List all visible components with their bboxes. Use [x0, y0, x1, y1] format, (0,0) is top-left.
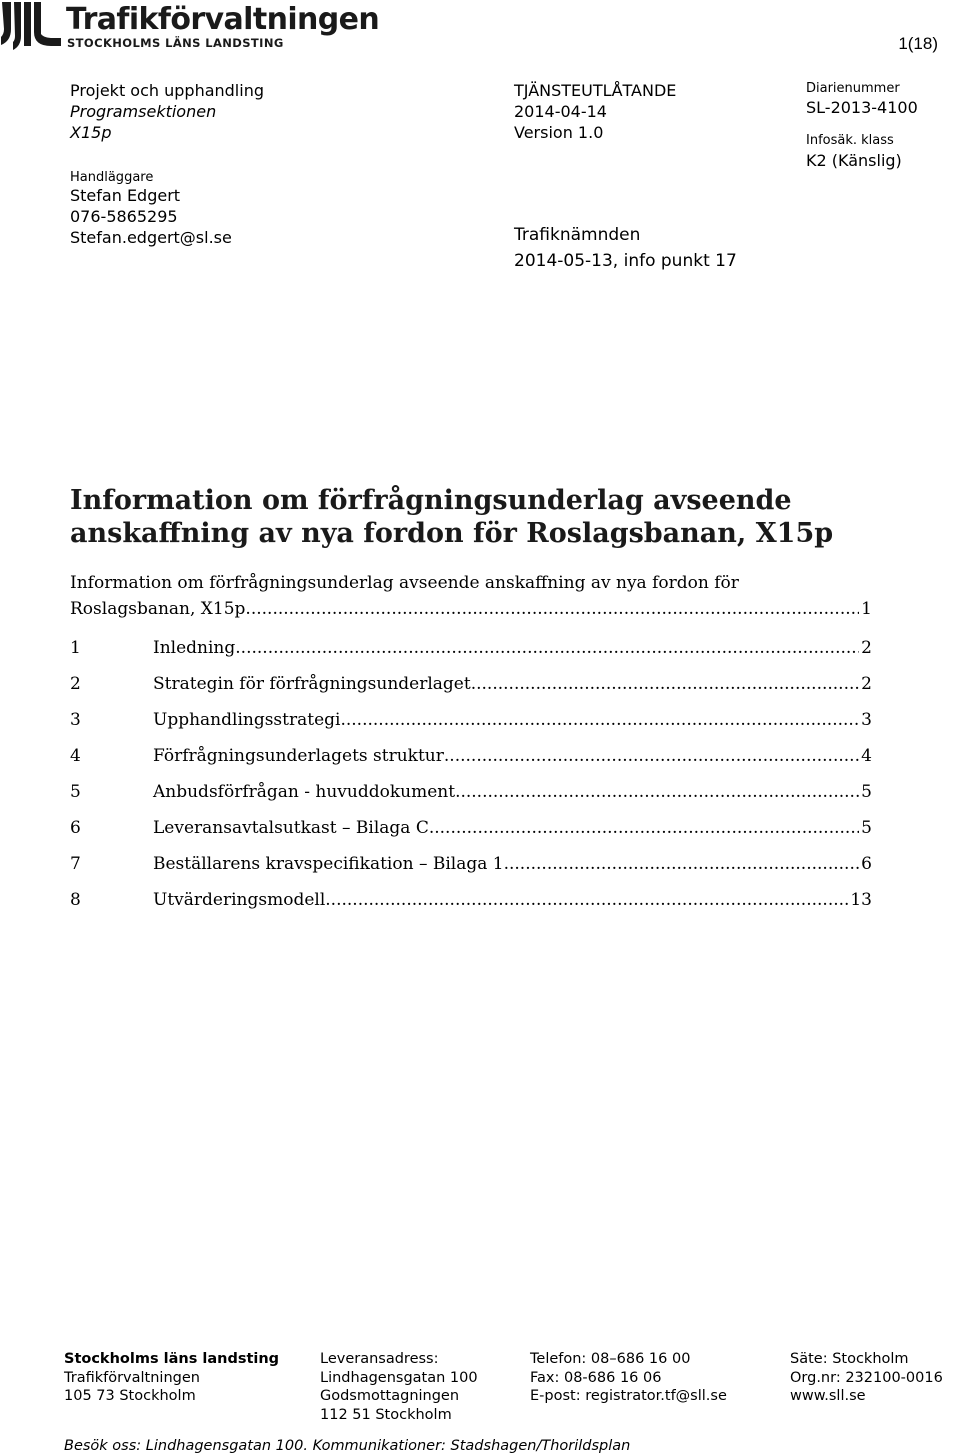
toc-dots — [340, 710, 859, 730]
toc-num: 1 — [70, 638, 81, 658]
infosak-value: K2 (Känslig) — [806, 151, 902, 170]
toc-intro-label: Roslagsbanan, X15p — [70, 599, 246, 619]
header-mid — [514, 80, 676, 143]
footer-website: www.sll.se — [790, 1388, 866, 1404]
logo-subtitle: STOCKHOLMS LÄNS LANDSTING — [67, 36, 284, 50]
toc-item[interactable] — [70, 884, 872, 910]
toc-num: 5 — [70, 782, 81, 802]
toc-label: Anbudsförfrågan - huvuddokument — [153, 782, 456, 802]
toc-num: 7 — [70, 854, 81, 874]
footer-col2 — [320, 1350, 478, 1424]
footer-col1 — [64, 1350, 279, 1406]
toc-intro-line2 — [70, 596, 872, 622]
toc-page: 4 — [861, 746, 872, 766]
toc-num: 6 — [70, 818, 81, 838]
toc-page: 5 — [861, 782, 872, 802]
diarienummer-label: Diarienummer — [806, 81, 900, 96]
toc-item[interactable] — [70, 632, 872, 658]
toc-label: Beställarens kravspecifikation – Bilaga 1 — [153, 854, 504, 874]
department: Projekt och upphandling — [70, 81, 264, 100]
toc-intro — [70, 570, 890, 622]
doc-date: 2014-04-14 — [514, 102, 607, 121]
toc-page: 2 — [861, 638, 872, 658]
toc-item[interactable] — [70, 848, 872, 874]
diarienummer: SL-2013-4100 — [806, 98, 918, 117]
footer-fax: Fax: 08-686 16 06 — [530, 1369, 662, 1386]
toc-dots — [235, 638, 859, 658]
toc-page: 2 — [861, 674, 872, 694]
toc-label: Inledning — [153, 638, 236, 658]
toc-dots — [444, 746, 859, 766]
footer-col3 — [530, 1350, 727, 1406]
footer-visit: Besök oss: Lindhagensgatan 100. Kommunikationer: Stadshagen/Thorildsplan — [64, 1438, 631, 1454]
footer-delivery-city: 112 51 Stockholm — [320, 1406, 452, 1423]
toc-page: 6 — [861, 854, 872, 874]
footer-delivery-label: Leveransadress: — [320, 1351, 439, 1367]
footer-orgnr: Org.nr: 232100-0016 — [790, 1369, 943, 1386]
toc-label: Leveransavtalsutkast – Bilaga C — [153, 818, 429, 838]
toc-label: Strategin för förfrågningsunderlaget — [153, 674, 471, 694]
document-title: Information om förfrågningsunderlag avseende anskaffning av nya fordon för Roslagsbanan, X15p — [70, 485, 834, 549]
footer-col4 — [790, 1350, 943, 1406]
board: Trafiknämnden — [514, 225, 641, 245]
handler-block — [70, 170, 232, 248]
footer-email: E-post: registrator.tf@sll.se — [530, 1388, 727, 1404]
toc-num: 4 — [70, 746, 81, 766]
handler-phone: 076-5865295 — [70, 207, 178, 226]
footer-phone: Telefon: 08–686 16 00 — [530, 1351, 691, 1367]
toc-dots — [325, 890, 848, 910]
footer-org-sub: Trafikförvaltningen — [64, 1369, 200, 1386]
meeting: 2014-05-13, info punkt 17 — [514, 251, 737, 271]
toc-label: Utvärderingsmodell — [153, 890, 326, 910]
footer-org: Stockholms läns landsting — [64, 1351, 280, 1367]
toc-item[interactable] — [70, 812, 872, 838]
handler-email: Stefan.edgert@sl.se — [70, 228, 232, 247]
toc-dots — [245, 596, 859, 622]
section: Programsektionen — [70, 102, 217, 121]
doc-type: TJÄNSTEUTLÅTANDE — [514, 81, 677, 100]
page-number: 1(18) — [898, 34, 938, 53]
handler-name: Stefan Edgert — [70, 186, 181, 205]
footer-delivery-dept: Godsmottagningen — [320, 1388, 460, 1404]
toc-label: Upphandlingsstrategi — [153, 710, 341, 730]
logo-title: Trafikförvaltningen — [66, 2, 380, 37]
toc-item[interactable] — [70, 704, 872, 730]
doc-version: Version 1.0 — [514, 123, 604, 142]
toc-item[interactable] — [70, 740, 872, 766]
toc-item[interactable] — [70, 776, 872, 802]
handler-label: Handläggare — [70, 170, 154, 185]
toc-page: 13 — [850, 890, 872, 910]
toc-page: 3 — [861, 710, 872, 730]
toc-page: 5 — [861, 818, 872, 838]
toc-dots — [429, 818, 859, 838]
header-left — [70, 80, 264, 143]
footer-delivery-street: Lindhagensgatan 100 — [320, 1369, 478, 1386]
toc-dots — [455, 782, 859, 802]
toc-dots — [471, 674, 859, 694]
footer-seat: Säte: Stockholm — [790, 1351, 909, 1367]
toc-dots — [504, 854, 860, 874]
toc-item[interactable] — [70, 668, 872, 694]
toc-num: 3 — [70, 710, 81, 730]
toc-num: 8 — [70, 890, 81, 910]
footer-org-address: 105 73 Stockholm — [64, 1388, 196, 1404]
toc-intro-page: 1 — [861, 599, 872, 619]
project: X15p — [70, 123, 112, 142]
toc-num: 2 — [70, 674, 81, 694]
toc-label: Förfrågningsunderlagets struktur — [153, 746, 444, 766]
infosak-label: Infosäk. klass — [806, 133, 894, 148]
toc-intro-line1: Information om förfrågningsunderlag avseende anskaffning av nya fordon för — [70, 573, 739, 593]
